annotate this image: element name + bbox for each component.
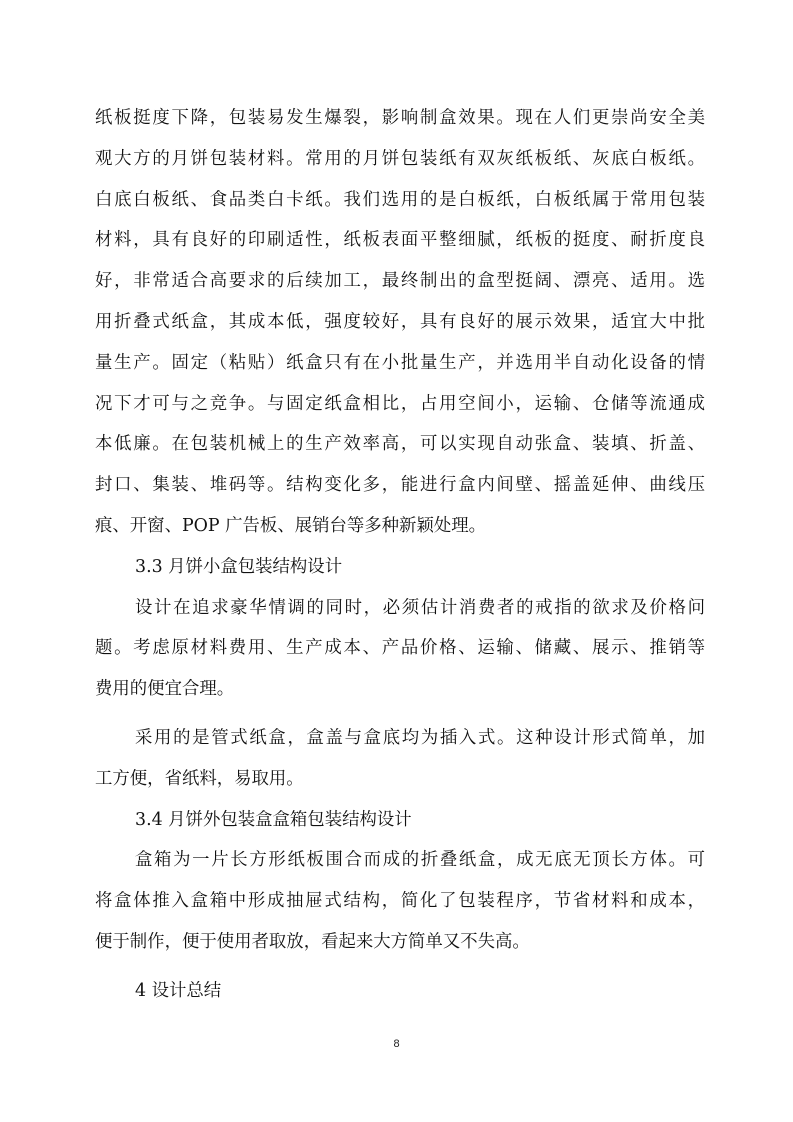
text-line: 将盒体推入盒箱中形成抽屉式结构，简化了包装程序，节省材料和成本， xyxy=(95,891,705,912)
page-number: 8 xyxy=(393,1038,400,1050)
paragraph-outer-box-design xyxy=(95,840,705,962)
text-line: 材料，具有良好的印刷适性，纸板表面平整细腻，纸板的挺度、耐折度良 xyxy=(95,230,705,251)
text-line: 白底白板纸、食品类白卡纸。我们选用的是白板纸，白板纸属于常用包装 xyxy=(95,189,705,210)
text-line: 便于制作，便于使用者取放，看起来大方简单又不失高。 xyxy=(95,931,530,952)
text-line: 设计在追求豪华情调的同时，必须估计消费者的戒指的欲求及价格问 xyxy=(135,597,705,618)
paragraph-tube-box xyxy=(95,718,705,800)
text-line: 费用的便宜合理。 xyxy=(95,679,235,700)
text-line: 量生产。固定（粘贴）纸盒只有在小批量生产，并选用半自动化设备的情 xyxy=(95,352,705,373)
text-line: 工方便，省纸料，易取用。 xyxy=(95,768,304,789)
text-line: 封口、集装、堆码等。结构变化多，能进行盒内间壁、摇盖延伸、曲线压 xyxy=(95,475,705,496)
paragraph-small-box-design xyxy=(95,588,705,710)
section-heading-4: 4 设计总结 xyxy=(135,980,222,1001)
paragraph-material-selection xyxy=(95,98,705,547)
text-line: 痕、开窗、POP 广告板、展销台等多种新颖处理。 xyxy=(95,515,487,536)
text-line: 采用的是管式纸盒，盒盖与盒底均为插入式。这种设计形式简单，加 xyxy=(135,727,705,748)
text-line: 纸板挺度下降，包装易发生爆裂，影响制盒效果。现在人们更崇尚安全美 xyxy=(95,108,705,128)
text-line: 况下才可与之竞争。与固定纸盒相比，占用空间小，运输、仓储等流通成 xyxy=(95,393,705,414)
text-line: 题。考虑原材料费用、生产成本、产品价格、运输、储藏、展示、推销等 xyxy=(95,638,705,659)
page-body xyxy=(95,98,705,1012)
text-line: 观大方的月饼包装材料。常用的月饼包装纸有双灰纸板纸、灰底白板纸。 xyxy=(95,148,705,169)
text-line: 用折叠式纸盒，其成本低，强度较好，具有良好的展示效果，适宜大中批 xyxy=(95,311,705,332)
section-heading-3-4: 3.4 月饼外包装盒盒箱包装结构设计 xyxy=(135,809,412,830)
text-line: 好，非常适合高要求的后续加工，最终制出的盒型挺阔、漂亮、适用。选 xyxy=(95,271,705,292)
text-line: 盒箱为一片长方形纸板围合而成的折叠纸盒，成无底无顶长方体。可 xyxy=(135,850,705,871)
text-line: 本低廉。在包装机械上的生产效率高，可以实现自动张盒、装填、折盖、 xyxy=(95,434,705,455)
section-heading-3-3: 3.3 月饼小盒包装结构设计 xyxy=(135,556,343,577)
